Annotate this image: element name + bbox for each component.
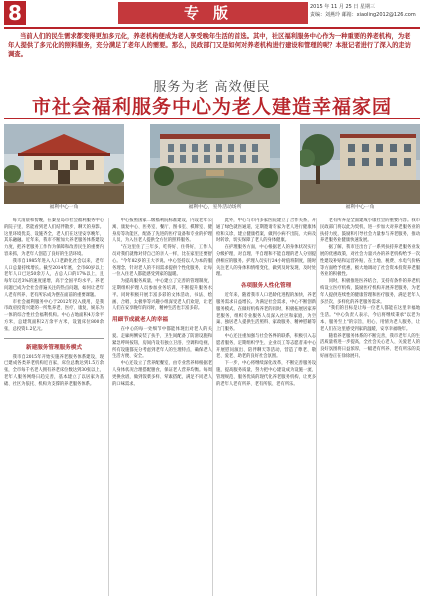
body-paragraph: 在护理服务方面，中心根据老人的身体状况实行分级护理，对自理、半自理和不能自理的老人分别提供相应的服务。护理人员实行24小时值班制度，随时关注老人的身体和情绪变化，做到及时发现、及时处理。 <box>216 245 316 278</box>
body-paragraph: 随着养老服务体系的不断完善，我市老年人的生活质量将进一步提高，全社会关心老人、关爱老人的良好氛围将日益浓厚，一幅老有所养、老有所乐的美好画卷正在徐徐展开。 <box>320 333 420 359</box>
sidebar-box <box>4 338 104 389</box>
photo-strip <box>4 124 420 212</box>
article-headline: 市社会福利服务中心为老人建造幸福家园 <box>31 96 392 118</box>
header-divider <box>4 27 420 29</box>
body-paragraph: 老有所养是全面建成小康社会的重要内容。我市民政部门将以此为契机，进一步加大对养老服务业的扶持力度，鼓励和引导社会力量参与养老服务，推动养老服务业健康快速发展。 <box>320 218 420 244</box>
column-2 <box>112 218 212 596</box>
photo-building <box>4 124 124 204</box>
body-paragraph: 近年来，随着我市人口老龄化进程的加快，养老服务需求日益增长。为满足社会需求，中心不断创新服务模式，在做好机构养老的同时，积极拓展居家养老服务，组织专业服务人员深入社区和家庭，为空巢、独居老人提供生活照料、家政服务、精神慰藉等上门服务。 <box>216 293 316 333</box>
intro-paragraph: 当前人们的民生需求都变得更加多元化，养老机构便成为老人享受晚年生活的首选。其中，社区福利服务中心作为一种重要的养老机构，为老年人提供了多元化的照料服务，充分满足了老年人的需要。那么，民政部门又是如何对养老机构进行建设和管理的呢？本报记者进行了深入的走访调查。 <box>8 33 411 58</box>
sidebar-box-text: 我市自2015年开始实施养老服务体系建设，现已建成各类养老机构近百家，床位总数达到1.5万余张，全市每千名老人拥有养老床位数达到30张以上，老年人服务网络日趋完善，基本建立了以居家为基础、社区为依托、机构为支撑的养老服务体系。 <box>4 354 104 387</box>
issue-date: 2015 年 11 月 25 日 星期三 <box>310 4 375 10</box>
section-subheading: 各项服务人性化管理 <box>240 283 292 290</box>
body-paragraph: 我市自1985年进入人口老龄化社会以来，老年人口总量持续增长。截至2014年底，全市60岁以上老年人口已达50余万人，占总人口的17%以上，且每年以近3%的速度递增，高于全国平均水平。养老问题已成为全社会普遍关注的热点问题，如何让老年人老有所养、老有所乐成为摆在面前的重要课题。 <box>4 258 104 298</box>
article-body <box>4 218 420 596</box>
issue-editor: 责编：刘燕玲 邮箱：xiaoling2012@126.com <box>310 12 416 18</box>
column-divider <box>316 218 317 596</box>
column-divider <box>212 218 213 596</box>
body-paragraph: "我们的目标是让每一位老人都能在这里幸福地生活。"中心负责人表示，今后将继续秉承"以老为本、服务至上"的宗旨，用心、用情为老人服务，让老人们在这里感受到家的温暖，安享幸福晚年。 <box>320 306 420 332</box>
issue-info <box>310 3 422 19</box>
article-subtitle: 服务为老 高效便民 <box>153 80 271 95</box>
body-paragraph: 此外，中心与市内多家医院建立了合作关系，开通了绿色就医通道，定期邀请专家为老人进行健康体检和义诊，建立健康档案，做到小病不出院、大病及时转诊，切实保障了老人的身体健康。 <box>216 218 316 244</box>
column-1 <box>4 218 104 596</box>
body-paragraph: 市社会福利服务中心于2012年投入使用，是我市政府投资兴建的一所集养老、医疗、康复、娱乐为一体的综合性社会福利机构。中心占地面积4万余平方米，总建筑面积2万余平方米，设置床位800余张，总投资1.2亿元。 <box>4 299 104 332</box>
page-number: 8 <box>4 1 26 25</box>
body-paragraph: 在中心的每一处细节中都能体现出对老人的关爱。走廊两侧安装了扶手，卫生间配备了防滑设施和紧急呼叫按钮，房间内设有独立卫浴、空调和电视，所有设施都充分考虑到老年人的生理特点，确保老人生活方便、安全。 <box>112 327 212 360</box>
body-paragraph: 下一步，中心将继续深化改革，不断完善服务设施，提高服务质量，努力把中心建设成为设施一流、管理规范、服务优质的现代化养老服务机构，让更多的老年人老有所养、老有所依、老有所乐。 <box>216 361 316 387</box>
body-paragraph: 据了解，我市还出台了一系列扶持养老服务业发展的优惠政策，对社会力量兴办的养老机构给予一次性建设补贴和运营补贴，在土地、税费、水电气价格等方面给予优惠，极大地调动了社会资本投资养老服务业的积极性。 <box>320 245 420 278</box>
column-4 <box>320 218 420 596</box>
column-divider <box>108 218 109 596</box>
page-header <box>0 0 424 28</box>
photo-caption: 福利中心一角 <box>49 205 79 210</box>
body-paragraph: 为提高服务质量，中心建立了完善的管理制度，定期组织护理人员参加业务培训，不断提升服务水平。同时积极开展丰富多彩的文体活动，书法、绘画、合唱、太极拳等兴趣小组深受老人们欢迎，让老人们在安享晚年的同时，精神生活也丰富多彩。 <box>112 279 212 312</box>
body-paragraph: "在这里住了三年多，吃得好、住得好，工作人员对我们就像对待自己的亲人一样，比在家里还要舒心。"今年82岁的王大爷说。中心坚持以人为本的服务理念，针对老人的不同需求提供个性化服务，让每一位入住老人都能感受到家的温暖。 <box>112 245 212 278</box>
body-paragraph: 中心按照国家二级福利院标准建设，内设老年公寓、康复中心、医务室、餐厅、图书室、棋牌室、健身房等功能区，配备了先进的医疗设备和专业的护理人员，为入住老人提供全方位的照料服务。 <box>112 218 212 244</box>
column-3 <box>216 218 316 596</box>
photo-caption: 福利中心一角 <box>345 205 375 210</box>
body-paragraph: 每天清晨和傍晚，在秦皇岛市社会福利服务中心的院子里，常能看到老人们结伴散步、聊天的身影。这里环境优美、设施齐全，老人们在这里安享晚年，其乐融融。近年来，我市不断加大养老服务体系建设力度，把养老服务工作作为保障和改善民生的重要内容来抓，为老年人创造了良好的生活环境。 <box>4 218 104 257</box>
photo-caption: 福利中心，室外活动场所 <box>188 205 242 210</box>
section-subheading: 用細节成就老人的幸福 <box>112 317 168 324</box>
headline-divider <box>4 118 420 119</box>
body-paragraph: 中心还设立了营养配餐室，由专业营养师根据老人身体状况合理搭配膳食，保证老人营养均衡。每周更换食谱，做到饭菜多样、荤素搭配，满足不同老人的口味需求。 <box>112 361 212 387</box>
section-title: 专版 <box>118 2 308 24</box>
photo-grounds <box>300 124 420 204</box>
sidebar-box-title: 新建服务管理服务模式 <box>26 344 82 351</box>
photo-courtyard <box>150 124 280 204</box>
body-paragraph: 中心还注重加强与社会各界的联系，积极引入志愿者服务，定期组织学生、企业员工等志愿者来中心开展慰问演出、陪伴聊天等活动，营造了尊老、敬老、爱老、助老的良好社会氛围。 <box>216 333 316 360</box>
body-paragraph: 同时，积极推进医养结合，支持有条件的养老机构设立医疗机构，鼓励医疗机构开展养老服务，为老年人提供连续性的健康管理和医疗服务，满足老年人多层次、多样化的养老服务需求。 <box>320 279 420 305</box>
